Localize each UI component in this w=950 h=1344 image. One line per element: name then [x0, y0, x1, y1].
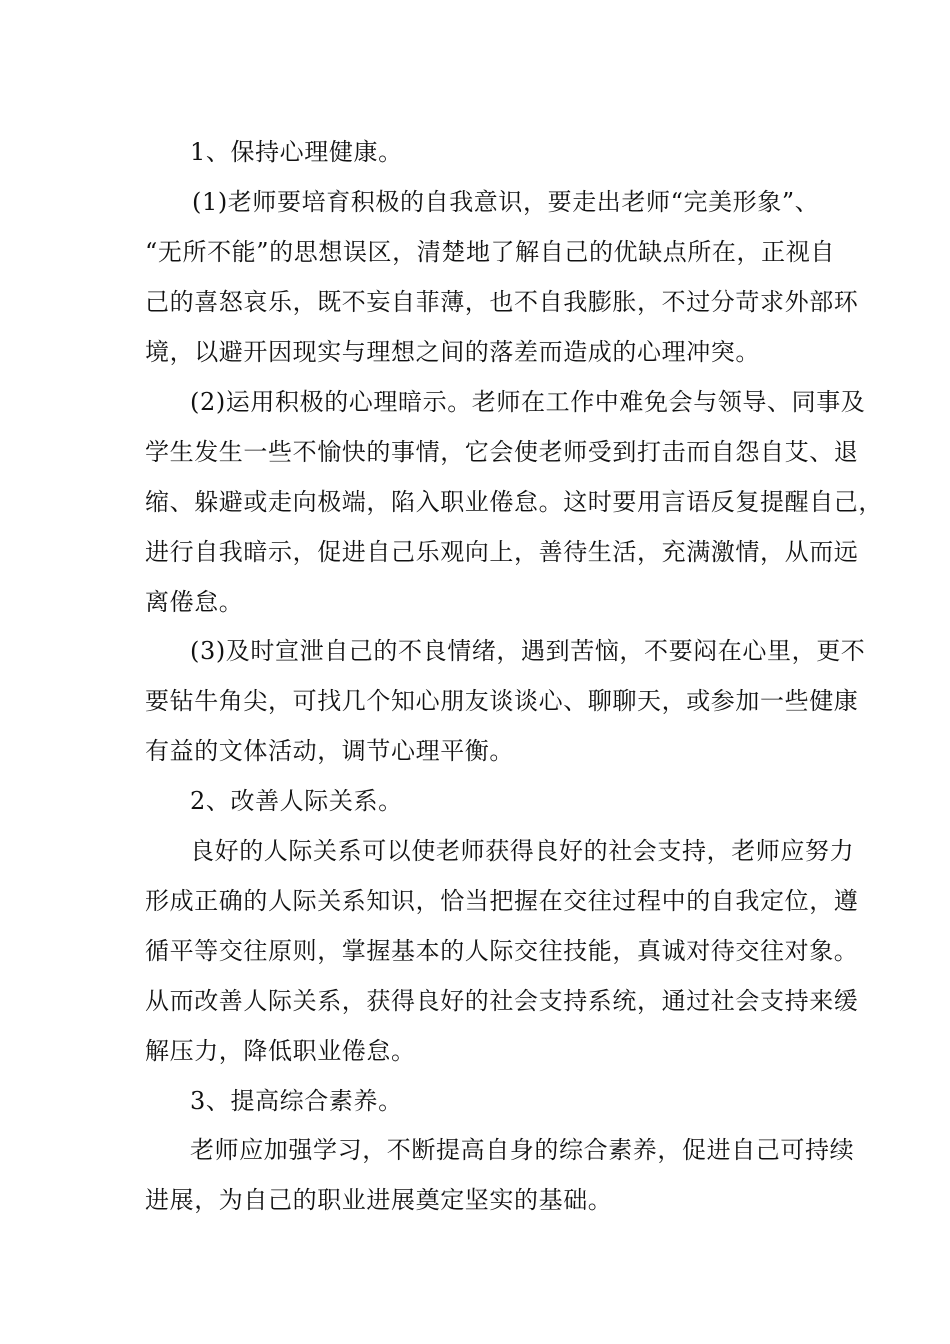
heading-3: 3、提高综合素养。	[190, 1087, 403, 1115]
paragraph-line: 己的喜怒哀乐，既不妄自菲薄，也不自我膨胀，不过分苛求外部环	[145, 288, 859, 316]
paragraph-line: 有益的文体活动，调节心理平衡。	[145, 737, 514, 765]
paragraph-line: (3)及时宣泄自己的不良情绪，遇到苦恼，不要闷在心里，更不	[190, 637, 866, 665]
paragraph-line: 进展，为自己的职业进展奠定坚实的基础。	[145, 1186, 613, 1214]
paragraph-line: (2)运用积极的心理暗示。老师在工作中难免会与领导、同事及	[190, 388, 866, 416]
paragraph-line: 形成正确的人际关系知识，恰当把握在交往过程中的自我定位，遵	[145, 887, 859, 915]
paragraph-line: 解压力，降低职业倦怠。	[145, 1037, 416, 1065]
paragraph-line: 循平等交往原则，掌握基本的人际交往技能，真诚对待交往对象。	[145, 937, 859, 965]
paragraph-line: 境，以避开因现实与理想之间的落差而造成的心理冲突。	[145, 338, 760, 366]
paragraph-line: 从而改善人际关系，获得良好的社会支持系统，通过社会支持来缓	[145, 987, 859, 1015]
paragraph-line: 良好的人际关系可以使老师获得良好的社会支持，老师应努力	[190, 837, 855, 865]
paragraph-line: 要钻牛角尖，可找几个知心朋友谈谈心、聊聊天，或参加一些健康	[145, 687, 859, 715]
paragraph-line: 进行自我暗示，促进自己乐观向上，善待生活，充满激情，从而远	[145, 538, 859, 566]
paragraph-line: 老师应加强学习，不断提高自身的综合素养，促进自己可持续	[190, 1136, 855, 1164]
paragraph-line: 缩、躲避或走向极端，陷入职业倦怠。这时要用言语反复提醒自己，	[145, 488, 883, 516]
heading-1: 1、保持心理健康。	[190, 138, 403, 166]
heading-2: 2、改善人际关系。	[190, 787, 403, 815]
paragraph-line: (1)老师要培育积极的自我意识，要走出老师“完美形象”、	[192, 188, 820, 216]
paragraph-line: 学生发生一些不愉快的事情，它会使老师受到打击而自怨自艾、退	[145, 438, 859, 466]
paragraph-line: “无所不能”的思想误区，清楚地了解自己的优缺点所在，正视自	[145, 238, 835, 266]
paragraph-line: 离倦怠。	[145, 588, 244, 616]
